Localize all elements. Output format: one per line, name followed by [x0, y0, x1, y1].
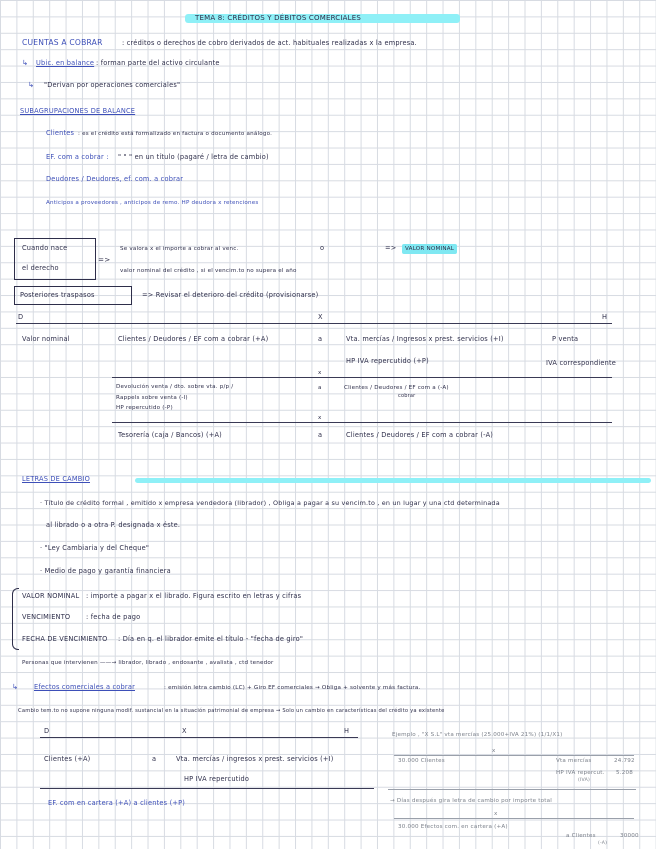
ef-text: " " " en un título (pagaré / letra de cambio)	[118, 153, 269, 161]
page-title: TEMA 8: CRÉDITOS Y DÉBITOS COMERCIALES	[195, 14, 361, 22]
letras-b1: · Título de crédito formal , emitido x empresa vendedora (librador) , Obliga a pagar a su vencim.to , en un lugar y una ctd determinada	[40, 499, 500, 507]
table1-r3-debe1: Devolución venta / dto. sobre vta. p/p /	[116, 384, 234, 390]
cambio-text: Cambio tem.to no supone ninguna modif. sustancial en la situación patrimonial de empresa ⇝ Solo un cambio en características del crédito ya existente	[18, 708, 445, 714]
ejemplo-r1-left: 30.000 Clientes	[398, 758, 445, 764]
table1-col-x: X	[318, 313, 323, 321]
ejemplo-r2-val: 5.208	[616, 770, 634, 776]
cuentas-label: CUENTAS A COBRAR	[22, 38, 103, 47]
table2-r3: EF. com en cartera (+A) a clientes (+P)	[48, 799, 186, 807]
table2-col-h: H	[344, 727, 350, 735]
table2-r2-haber: HP IVA repercutido	[184, 775, 250, 783]
ejemplo-r3-note: (-A)	[598, 841, 608, 846]
fecha-venc-text: : Día en q. el librador emite el título - "fecha de giro"	[118, 635, 304, 643]
deudores-text: Deudores / Deudores, ef. com. a cobrar	[46, 175, 184, 183]
table1-r4-debe: Tesorería (caja / Bancos) (+A)	[118, 431, 222, 439]
cuando-nace-line1: Cuando nace	[22, 244, 68, 252]
table1-r3-haber: Clientes / Deudores / EF com a (-A)	[344, 385, 449, 391]
posteriores-text: => Revisar el deterioro del crédito (provisionarse)	[142, 291, 319, 299]
table2-mid-line	[40, 788, 374, 789]
ejemplo-r3-left: 30.000 Efectos com. en cartera (+A)	[398, 824, 508, 830]
cuentas-def: : créditos o derechos de cobro derivados de act. habituales realizadas x la empresa.	[122, 39, 417, 47]
table1-r3-debe2: Rappels sobre venta (-I)	[116, 395, 188, 401]
ejemplo-x: x	[492, 748, 496, 754]
table1-r4-haber: Clientes / Deudores / EF com a cobrar (-A)	[346, 431, 494, 439]
ejemplo-r3-val: 30000	[620, 833, 639, 839]
valoracion-line1: Se valora x el importe a cobrar al venc.	[120, 246, 239, 252]
ejemplo-r2-note: (IVA)	[578, 778, 590, 783]
clientes-label: Clientes	[46, 129, 75, 137]
posteriores-label: Posteriores traspasos	[20, 291, 95, 299]
valoracion-o: o	[320, 244, 325, 252]
table1-r3-haber2: cobrar	[398, 393, 416, 399]
valor-nominal-text: : importe a pagar x el librado. Figura escrito en letras y cifras	[86, 592, 302, 600]
table1-r2-haber: HP IVA repercutido (+P)	[346, 357, 429, 365]
table1-r3-debe3: HP repercutido (-P)	[116, 405, 173, 411]
vencimiento-label: VENCIMIENTO	[22, 613, 71, 621]
table1-r1-haber: Vta. mercías / Ingresos x prest. servicios (+I)	[346, 335, 504, 343]
derivan-text: "Derivan por operaciones comerciales"	[44, 81, 181, 89]
ef-label: EF. com a cobrar :	[46, 153, 109, 161]
table1-r3-a: a	[318, 385, 322, 391]
efectos-arrow: ↳	[12, 682, 19, 691]
subagrupaciones-heading: SUBAGRUPACIONES DE BALANCE	[20, 107, 136, 115]
cuando-nace-line2: el derecho	[22, 264, 59, 272]
table1-r1-right: P venta	[552, 335, 579, 343]
table2-r1-debe: Clientes (+A)	[44, 755, 91, 763]
valoracion-arrow: =>	[98, 255, 111, 264]
table2-r1-a: a	[152, 755, 157, 763]
efectos-label: Efectos comerciales a cobrar	[34, 683, 135, 691]
ubic-text: : forman parte del activo circulante	[96, 59, 220, 67]
ejemplo-line3	[394, 818, 634, 819]
valor-nominal-label2: VALOR NOMINAL	[22, 592, 80, 600]
ejemplo-x2: x	[494, 811, 498, 817]
valor-bracket	[12, 588, 19, 650]
table2-top-line	[40, 737, 358, 738]
letras-b1b: al librado o a otra P. designada x éste.	[46, 521, 181, 529]
table1-x-mark2: x	[318, 415, 322, 421]
table2-col-x: X	[182, 727, 187, 735]
table1-top-line	[16, 323, 612, 324]
valoracion-arrow2: =>	[385, 244, 397, 252]
table1-col-h: H	[602, 313, 608, 321]
letras-highlight-bar	[135, 478, 651, 483]
ejemplo-r2-mid: HP IVA repercut.	[556, 770, 605, 776]
clientes-text: : es el crédito está formalizado en factura o documento análogo.	[78, 131, 273, 137]
ubic-label: Ubic. en balance	[36, 59, 95, 67]
ejemplo-r1-mid: Vta mercías	[556, 758, 592, 764]
ejemplo-note: → Días después gira letra de cambio por importe total	[390, 798, 553, 804]
table1-r1-a: a	[318, 335, 323, 343]
table1-r4-a: a	[318, 431, 323, 439]
table1-r1-debe: Clientes / Deudores / EF com a cobrar (+A)	[118, 335, 269, 343]
ejemplo-r1-val: 24.792	[614, 758, 635, 764]
table1-x-mark: x	[318, 370, 322, 376]
vencimiento-text: : fecha de pago	[86, 613, 141, 621]
valoracion-line2: valor nominal del crédito , si el vencim.to no supera el año	[120, 268, 297, 274]
letras-b2: · "Ley Cambiaria y del Cheque"	[40, 544, 150, 552]
valor-nominal-highlight: VALOR NOMINAL	[402, 244, 457, 254]
personas-text: Personas que intervienen ——→ librador, librado , endosante , avalista , ctd tenedor	[22, 660, 274, 666]
letras-b3: · Medio de pago y garantía financiera	[40, 567, 171, 575]
letras-heading: LETRAS DE CAMBIO	[22, 475, 90, 483]
ejemplo-r3-right: a Clientes	[566, 833, 596, 839]
ejemplo-line2	[388, 789, 636, 790]
table1-col-d: D	[18, 313, 24, 321]
anticipos-text: Anticipos a proveedores , anticipos de remo. HP deudora x retenciones	[46, 200, 259, 206]
table1-bottom-line	[112, 422, 612, 423]
efectos-text: : emisión letra cambio (LC) + Giro EF comerciales ⇝ Obliga + solvente y más factura.	[164, 685, 421, 691]
table2-r1-haber: Vta. mercías / ingresos x prest. servicios (+I)	[176, 755, 334, 763]
derivan-arrow: ↳	[28, 80, 35, 89]
table2-col-d: D	[44, 727, 50, 735]
table1-r2-right: IVA correspondiente	[546, 359, 617, 367]
ubic-arrow: ↳	[22, 58, 29, 67]
valor-nominal-label: Valor nominal	[22, 335, 70, 343]
ejemplo-title: Ejemplo , "X S.L" vta mercías (25.000+IVA 21%) (1/1/X1)	[392, 732, 563, 738]
fecha-venc-label: FECHA DE VENCIMIENTO	[22, 635, 108, 643]
table1-mid-line	[112, 377, 612, 378]
